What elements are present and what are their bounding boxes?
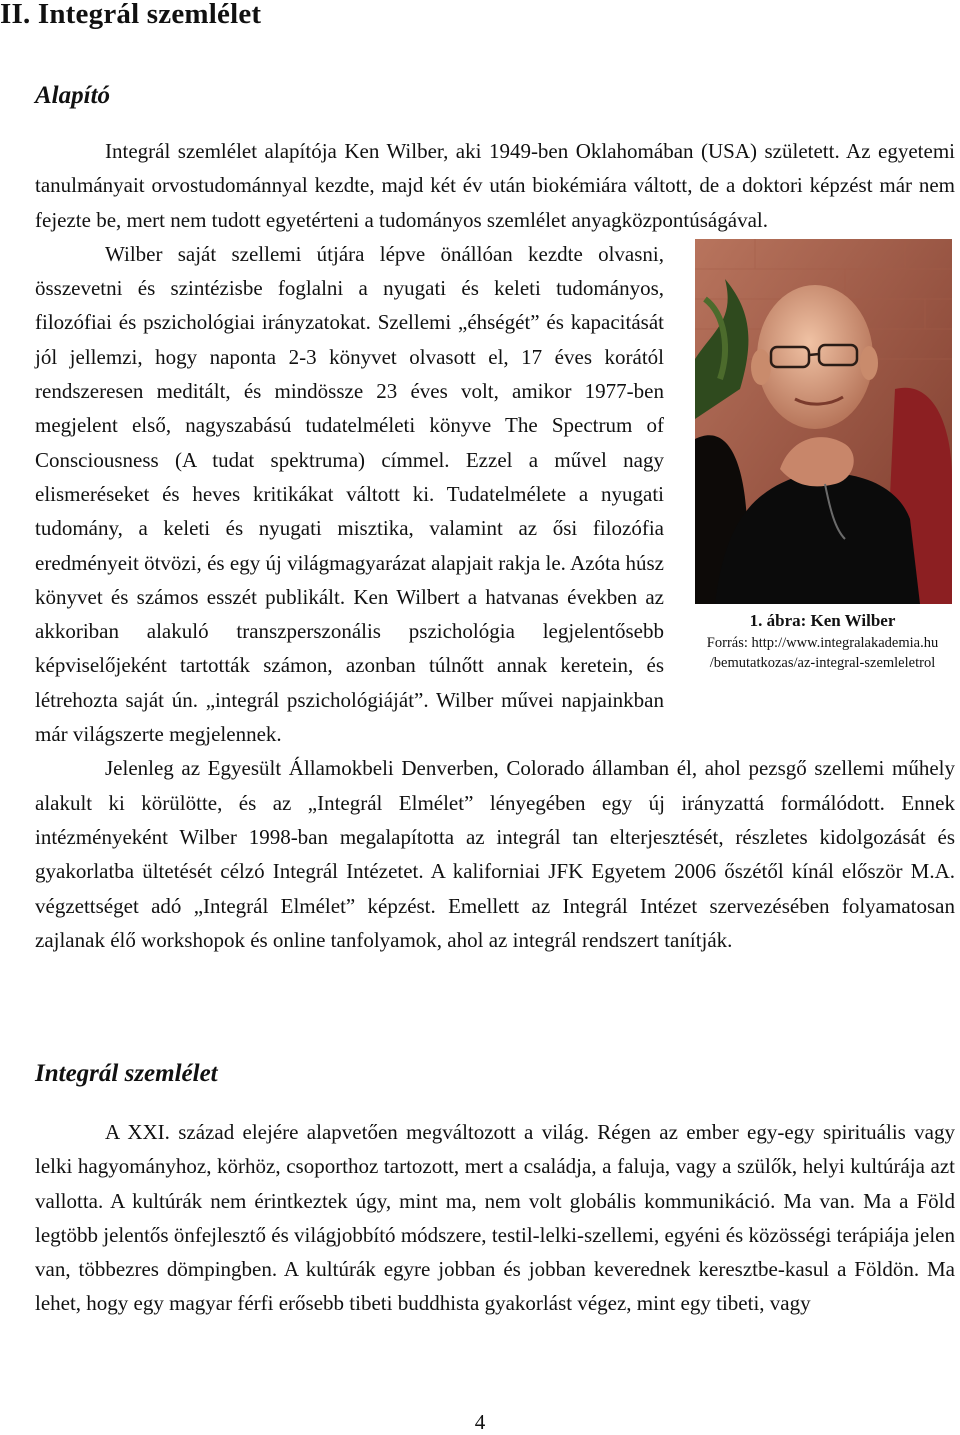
figure-source-line-2: /bemutatkozas/az-integral-szemleletrol [709, 654, 936, 671]
paragraph: A XXI. század elejére alapvetően megváltozott a világ. Régen az ember egy-egy spirituális vagy lelki hagyományhoz, körhöz, csoporthoz tartozott, mert a családja, a faluja, vagy a szülők, helyi kultúrája azt vallotta. A kultúrák nem érintkeztek úgy, mint ma, nem volt globális kommunikáció. Ma van. Ma a Föld legtöbb jelentős önfejlesztő és világjobbító módszere, testil-lelki-szellemi, egyéni és közösségi terápiája jelen van, többezres dömpingben. A kultúrák egyre jobban és jobban keverednek keresztbe-kasul a Földön. Ma lehet, hogy egy magyar férfi erősebb tibeti buddhista gyakorlást végez, mint egy tibeti, vagy [35, 1120, 955, 1316]
section-title-founder: Alapító [35, 82, 111, 109]
section-integral-body [35, 1115, 955, 1321]
paragraph: Integrál szemlélet alapítója Ken Wilber, aki 1949-ben Oklahomában (USA) született. Az egyetemi tanulmányait orvostudománnyal kezdte, majd két év után biokémiára váltott, de a doktori képzést már nem fejezte be, mert nem tudott egyetérteni a tudományos szemlélet anyagközpontúságával. [35, 139, 955, 232]
section-title-integral: Integrál szemlélet [35, 1060, 218, 1087]
figure-source [690, 633, 955, 673]
portrait-image [695, 239, 952, 604]
paragraph: 1. ábra: Ken Wilber Forrás: http://www.integralakademia.hu /bemutatkozas/az-integral-szemleletrol Wilber saját szellemi útjára lépve önállóan kezdte olvasni, összevetni és szintézisbe foglalni a nyugati és keleti tudományos, filozófiai és pszichológiai irányzatokat. Szellemi „éhségét” és kapacitását jól jellemzi, hogy naponta 2-3 könyvet olvasott el, 17 éves korától rendszeresen meditált, és mindössze 23 éves volt, amikor 1977-ben megjelent első, nagyszabású tudatelméleti könyve The Spectrum of Consciousness (A tudat spektruma) címmel. Ezzel a művel nagy elismeréseket és heves kritikákat váltott ki. Tudatelmélete a nyugati tudomány, a keleti és nyugati misztika, valamint az ősi filozófia eredményeit ötvözi, és egy új világmagyarázat alapjait rakja le. Azóta húsz könyvet és számos esszét publikált. Ken Wilbert a hatvanas években az akkoriban alakuló transzperszonális pszichológia legjelentősebb képviselőjeként tartották számon, azonban túlnőtt annak keretein, és létrehozta saját ún. „integrál pszichológiáját”. Wilber művei napjainkban már világszerte megjelennek. [35, 237, 955, 751]
page-number: 4 [474, 1410, 486, 1434]
section-founder-body [35, 134, 955, 957]
figure-source-line-1: Forrás: http://www.integralakademia.hu [706, 634, 939, 651]
portrait-photo [695, 239, 952, 604]
figure-caption: 1. ábra: Ken Wilber [749, 610, 896, 630]
figure-ken-wilber [690, 237, 955, 694]
paragraph: Jelenleg az Egyesült Államokbeli Denverben, Colorado államban él, ahol pezsgő szellemi műhely alakult ki körülötte, és az „Integrál Elmélet” lényegében egy új irányzattá formálódott. Ennek intézményeként Wilber 1998-ban megalapította az integrál tan elterjesztését, részletes kidolgozását és gyakorlatba ültetését célzó Integrál Intézetet. A kaliforniai JFK Egyetem 2006 őszétől kínál először M.A. végzettséget adó „Integrál Elmélet” képzést. Emellett az Integrál Intézet szervezésében folyamatosan zajlanak élő workshopok és online tanfolyamok, ahol az integrál rendszert tanítják. [35, 756, 955, 952]
chapter-heading: II. Integrál szemlélet [0, 0, 262, 30]
